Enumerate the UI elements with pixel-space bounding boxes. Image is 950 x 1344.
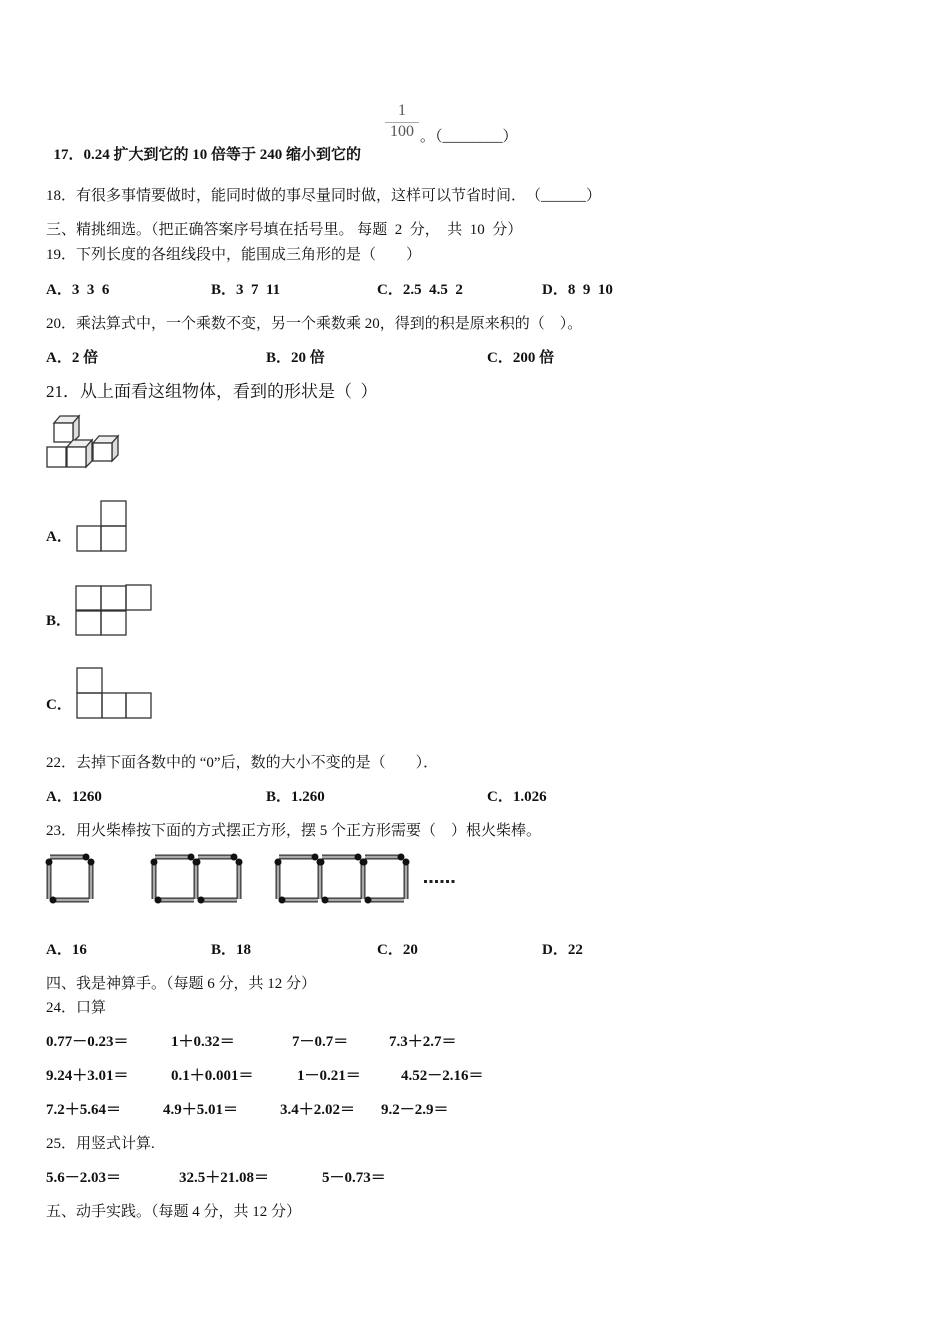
q22-option-c[interactable]: C．1.026 bbox=[487, 789, 547, 805]
calc-item: 4.9＋5.01＝ bbox=[163, 1102, 239, 1118]
question-20: 20．乘法算式中，一个乘数不变，另一个乘数乘 20，得到的积是原来积的（ ）。 bbox=[46, 316, 583, 332]
question-19: 19．下列长度的各组线段中，能围成三角形的是（ ） bbox=[46, 247, 422, 263]
match-head bbox=[50, 897, 57, 904]
q19-option-c[interactable]: C．2.5 4.5 2 bbox=[377, 282, 463, 298]
ellipsis-dot bbox=[452, 880, 455, 883]
calc-item: 7－0.7＝ bbox=[292, 1034, 349, 1050]
q23-option-d[interactable]: D．22 bbox=[542, 942, 583, 958]
fraction-denominator: 100 bbox=[385, 122, 419, 141]
match-head bbox=[194, 859, 201, 866]
q21-option-c[interactable]: C． bbox=[46, 697, 72, 713]
calc-item: 3.4＋2.02＝ bbox=[280, 1102, 356, 1118]
match-head bbox=[275, 859, 282, 866]
match-head bbox=[83, 854, 90, 861]
match-head bbox=[355, 854, 362, 861]
vertical-calc-item: 32.5＋21.08＝ bbox=[179, 1170, 270, 1186]
match-head bbox=[155, 897, 162, 904]
q23-option-c[interactable]: C．20 bbox=[377, 942, 418, 958]
vertical-calc-item: 5－0.73＝ bbox=[322, 1170, 386, 1186]
vertical-calc-item: 5.6－2.03＝ bbox=[46, 1170, 122, 1186]
q19-option-a[interactable]: A．3 3 6 bbox=[46, 282, 110, 298]
matchstick-squares-figure bbox=[0, 0, 1, 1]
question-25: 25．用竖式计算. bbox=[46, 1136, 155, 1152]
question-23: 23．用火柴棒按下面的方式摆正方形，摆 5 个正方形需要（ ）根火柴棒。 bbox=[46, 823, 542, 839]
ellipsis-dot bbox=[446, 880, 449, 883]
q19-option-d[interactable]: D．8 9 10 bbox=[542, 282, 613, 298]
calc-item: 9.2－2.9＝ bbox=[381, 1102, 449, 1118]
match-head bbox=[403, 859, 410, 866]
section-5-heading: 五、动手实践。（每题 4 分，共 12 分） bbox=[46, 1204, 302, 1220]
match-head bbox=[398, 854, 405, 861]
match-head bbox=[188, 854, 195, 861]
q21-option-a[interactable]: A． bbox=[46, 529, 72, 545]
match-head bbox=[231, 854, 238, 861]
calc-item: 9.24＋3.01＝ bbox=[46, 1068, 129, 1084]
section-3-heading: 三、精挑细选。（把正确答案序号填在括号里。 每题 2 分， 共 10 分） bbox=[46, 222, 523, 238]
q20-option-c[interactable]: C．200 倍 bbox=[487, 350, 555, 366]
section-4-heading: 四、我是神算手。（每题 6 分，共 12 分） bbox=[46, 976, 317, 992]
ellipsis-dot bbox=[435, 880, 438, 883]
q19-option-b[interactable]: B．3 7 11 bbox=[211, 282, 281, 298]
ellipsis-dot bbox=[441, 880, 444, 883]
fraction bbox=[385, 102, 419, 141]
q22-option-a[interactable]: A．1260 bbox=[46, 789, 102, 805]
ellipsis-dot bbox=[424, 880, 427, 883]
q23-option-b[interactable]: B．18 bbox=[211, 942, 252, 958]
calc-item: 7.2＋5.64＝ bbox=[46, 1102, 122, 1118]
q20-option-a[interactable]: A．2 倍 bbox=[46, 350, 99, 366]
match-head bbox=[279, 897, 286, 904]
match-head bbox=[318, 859, 325, 866]
ellipsis-dot bbox=[430, 880, 433, 883]
calc-item: 7.3＋2.7＝ bbox=[389, 1034, 457, 1050]
q20-option-b[interactable]: B．20 倍 bbox=[266, 350, 325, 366]
calc-item: 1＋0.32＝ bbox=[171, 1034, 235, 1050]
match-head bbox=[312, 854, 319, 861]
q17-tail: 。（________） bbox=[420, 129, 518, 145]
question-22: 22．去掉下面各数中的 “0”后，数的大小不变的是（ ）． bbox=[46, 755, 439, 771]
match-head bbox=[361, 859, 368, 866]
fraction-numerator: 1 bbox=[398, 102, 406, 119]
question-17 bbox=[46, 128, 361, 164]
calc-item: 1－0.21＝ bbox=[297, 1068, 361, 1084]
question-18: 18．有很多事情要做时，能同时做的事尽量同时做，这样可以节省时间． （______） bbox=[46, 188, 602, 204]
match-head bbox=[236, 859, 243, 866]
question-24: 24．口算 bbox=[46, 1000, 107, 1016]
match-head bbox=[88, 859, 95, 866]
q21-option-b[interactable]: B． bbox=[46, 613, 72, 629]
q17-text: 17．0.24 扩大到它的 10 倍等于 240 缩小到它的 bbox=[53, 147, 362, 163]
question-21: 21．从上面看这组物体，看到的形状是（ ） bbox=[46, 382, 378, 401]
match-head bbox=[46, 859, 53, 866]
match-head bbox=[365, 897, 372, 904]
match-head bbox=[198, 897, 205, 904]
match-head bbox=[151, 859, 158, 866]
q22-option-b[interactable]: B．1.260 bbox=[266, 789, 325, 805]
match-head bbox=[322, 897, 329, 904]
q23-option-a[interactable]: A．16 bbox=[46, 942, 87, 958]
calc-item: 4.52－2.16＝ bbox=[401, 1068, 484, 1084]
calc-item: 0.77－0.23＝ bbox=[46, 1034, 129, 1050]
calc-item: 0.1＋0.001＝ bbox=[171, 1068, 254, 1084]
